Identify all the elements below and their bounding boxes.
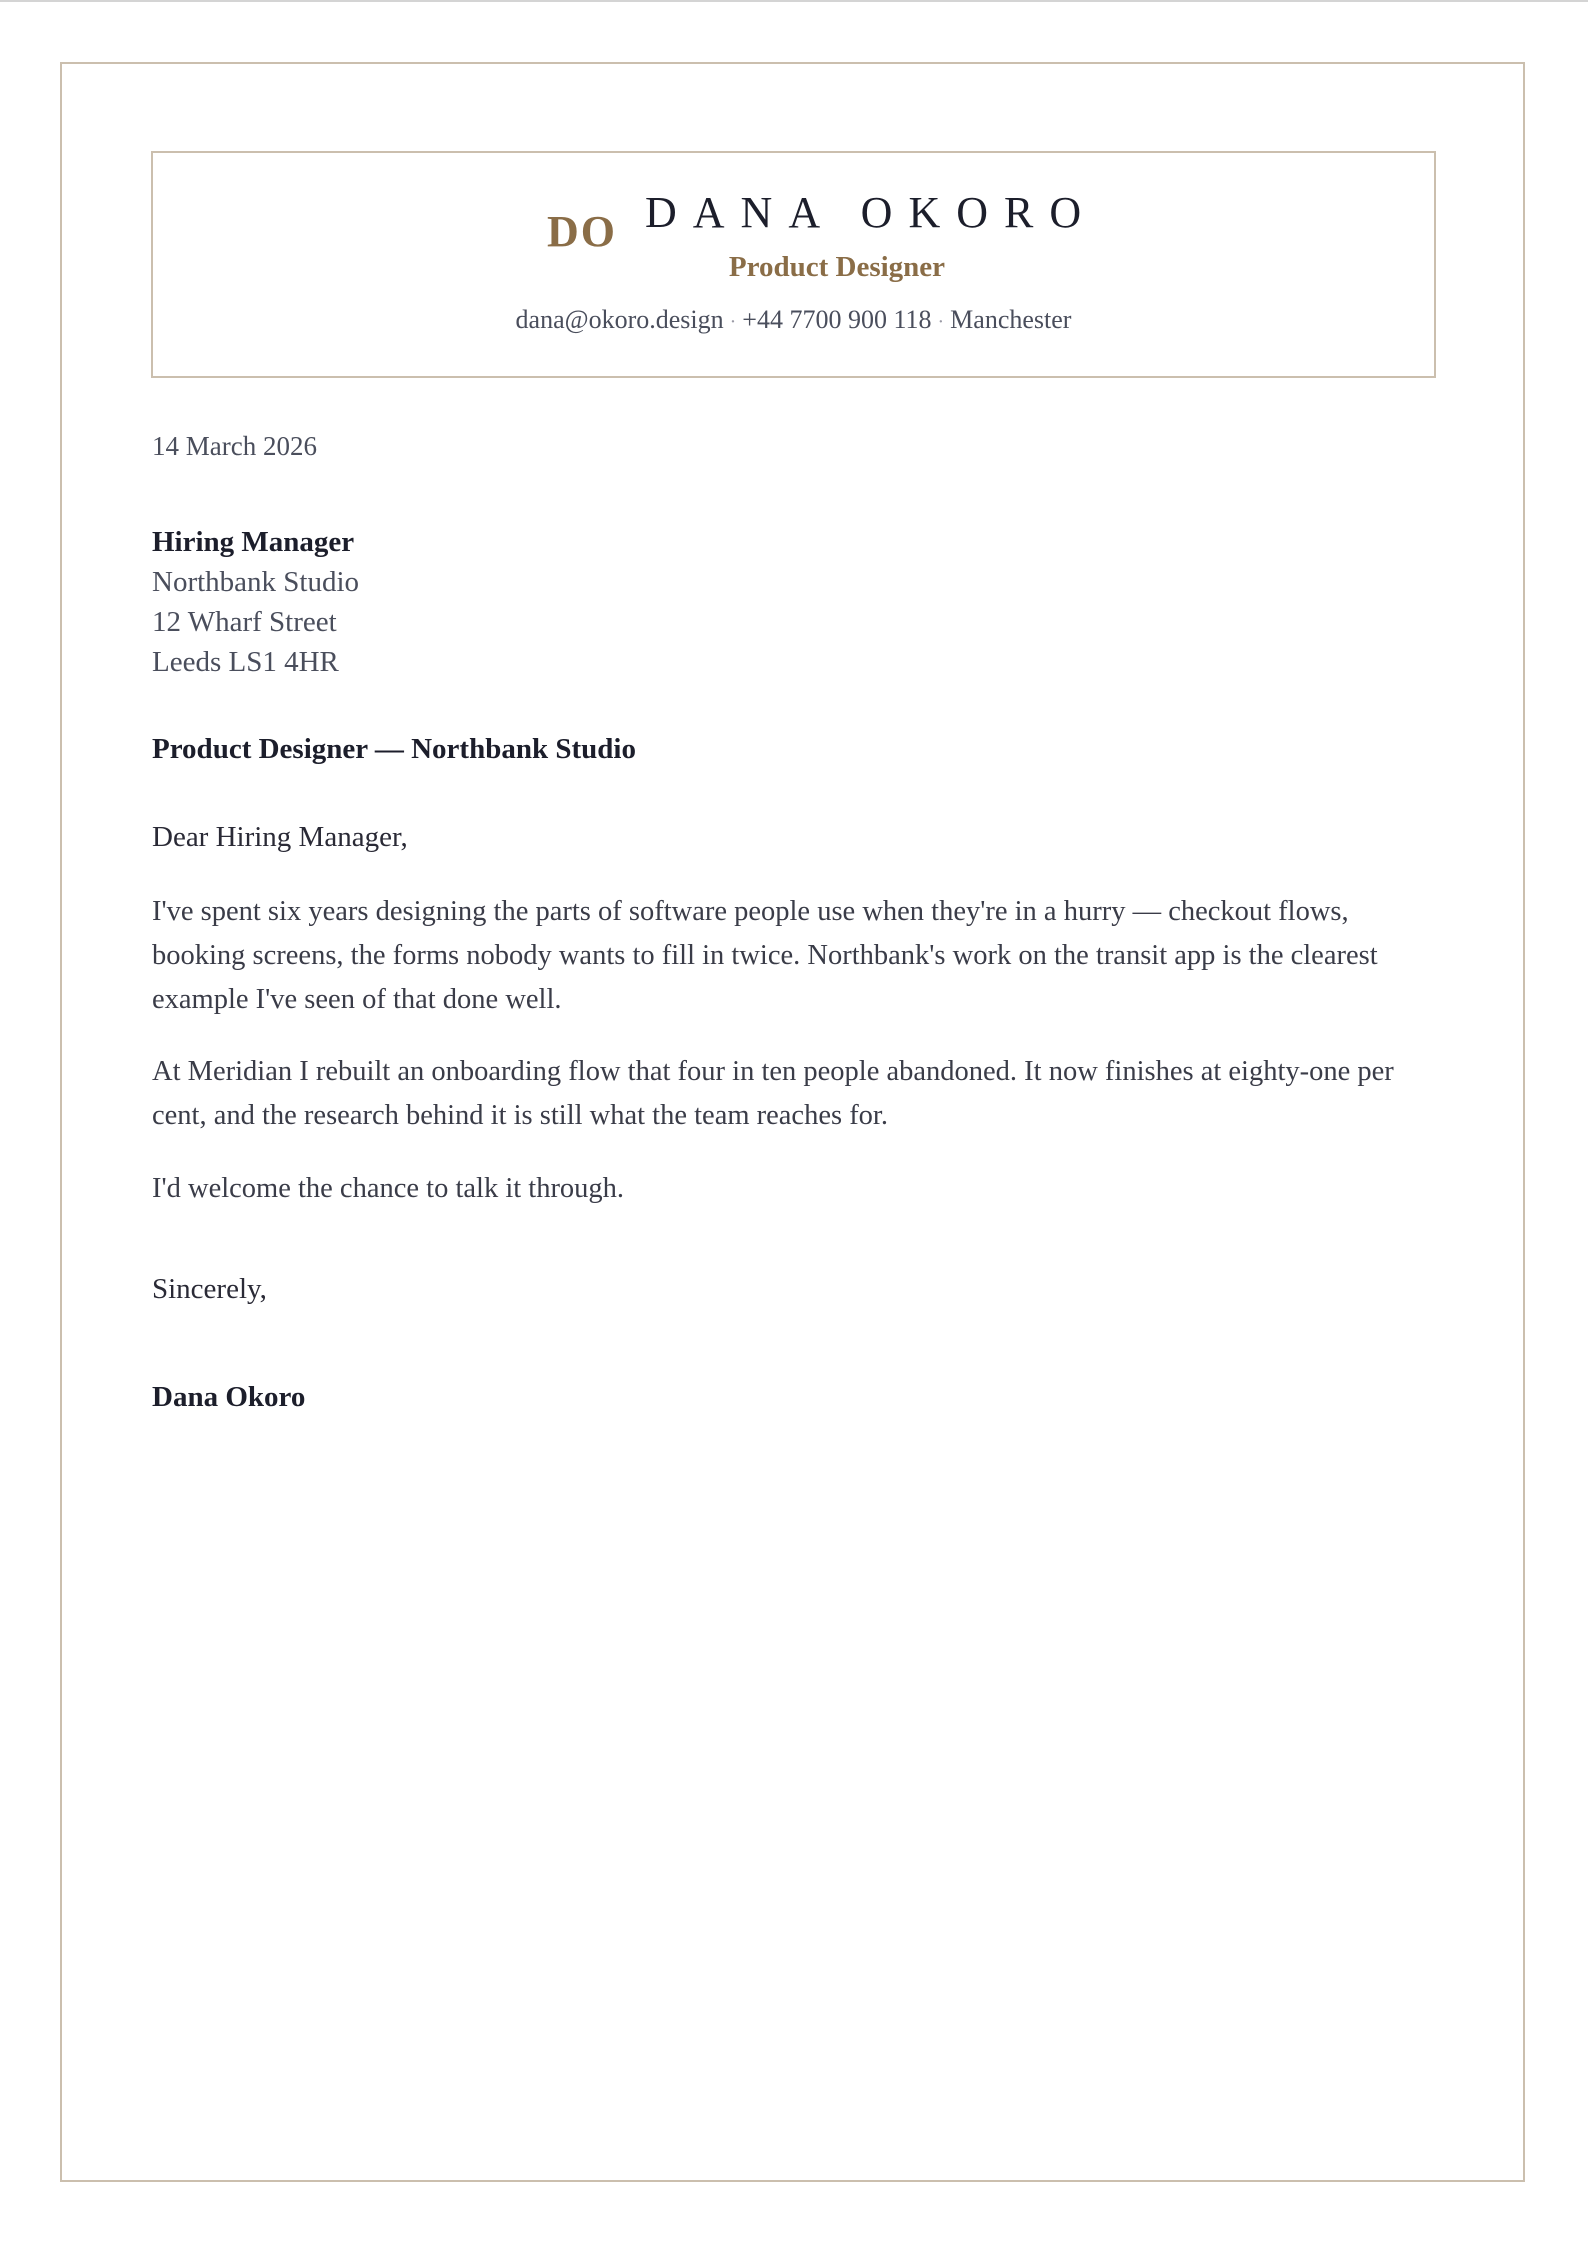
sender-name: DANA OKORO	[645, 188, 1098, 237]
contact-separator: ·	[937, 311, 945, 333]
recipient-block	[152, 522, 359, 682]
letter-subject: Product Designer — Northbank Studio	[152, 733, 636, 765]
recipient-address-line: 12 Wharf Street	[152, 606, 337, 638]
sender-role: Product Designer	[728, 251, 946, 283]
letter-date: 14 March 2026	[152, 431, 317, 461]
recipient-address-line: Leeds LS1 4HR	[152, 646, 339, 678]
top-divider	[0, 0, 1588, 2]
contact-phone[interactable]: +44 7700 900 118	[742, 305, 932, 334]
contact-email[interactable]: dana@okoro.design	[515, 305, 724, 334]
contact-separator: ·	[729, 311, 737, 333]
recipient-address-line: Northbank Studio	[152, 566, 360, 598]
signature: Dana Okoro	[152, 1381, 306, 1413]
contact-location: Manchester	[950, 305, 1072, 334]
body-paragraph: I'd welcome the chance to talk it through.	[152, 1173, 625, 1204]
monogram: DO	[547, 207, 617, 256]
recipient-name: Hiring Manager	[152, 526, 355, 558]
body-paragraph: I've spent six years designing the parts of software people use when they're in a hurry — checkout flows, booking screens, the forms nobody wants to fill in twice. Northbank's work on the transit app is the clearest example I've seen of that done well.	[152, 896, 1378, 1015]
letterhead	[151, 151, 1436, 378]
contact-line	[153, 307, 1434, 333]
body-paragraph: At Meridian I rebuilt an onboarding flow that four in ten people abandoned. It now finishes at eighty-one per cent, and the research behind it is still what the team reaches for.	[152, 1056, 1394, 1131]
closing: Sincerely,	[152, 1273, 267, 1305]
salutation: Dear Hiring Manager,	[152, 821, 408, 853]
